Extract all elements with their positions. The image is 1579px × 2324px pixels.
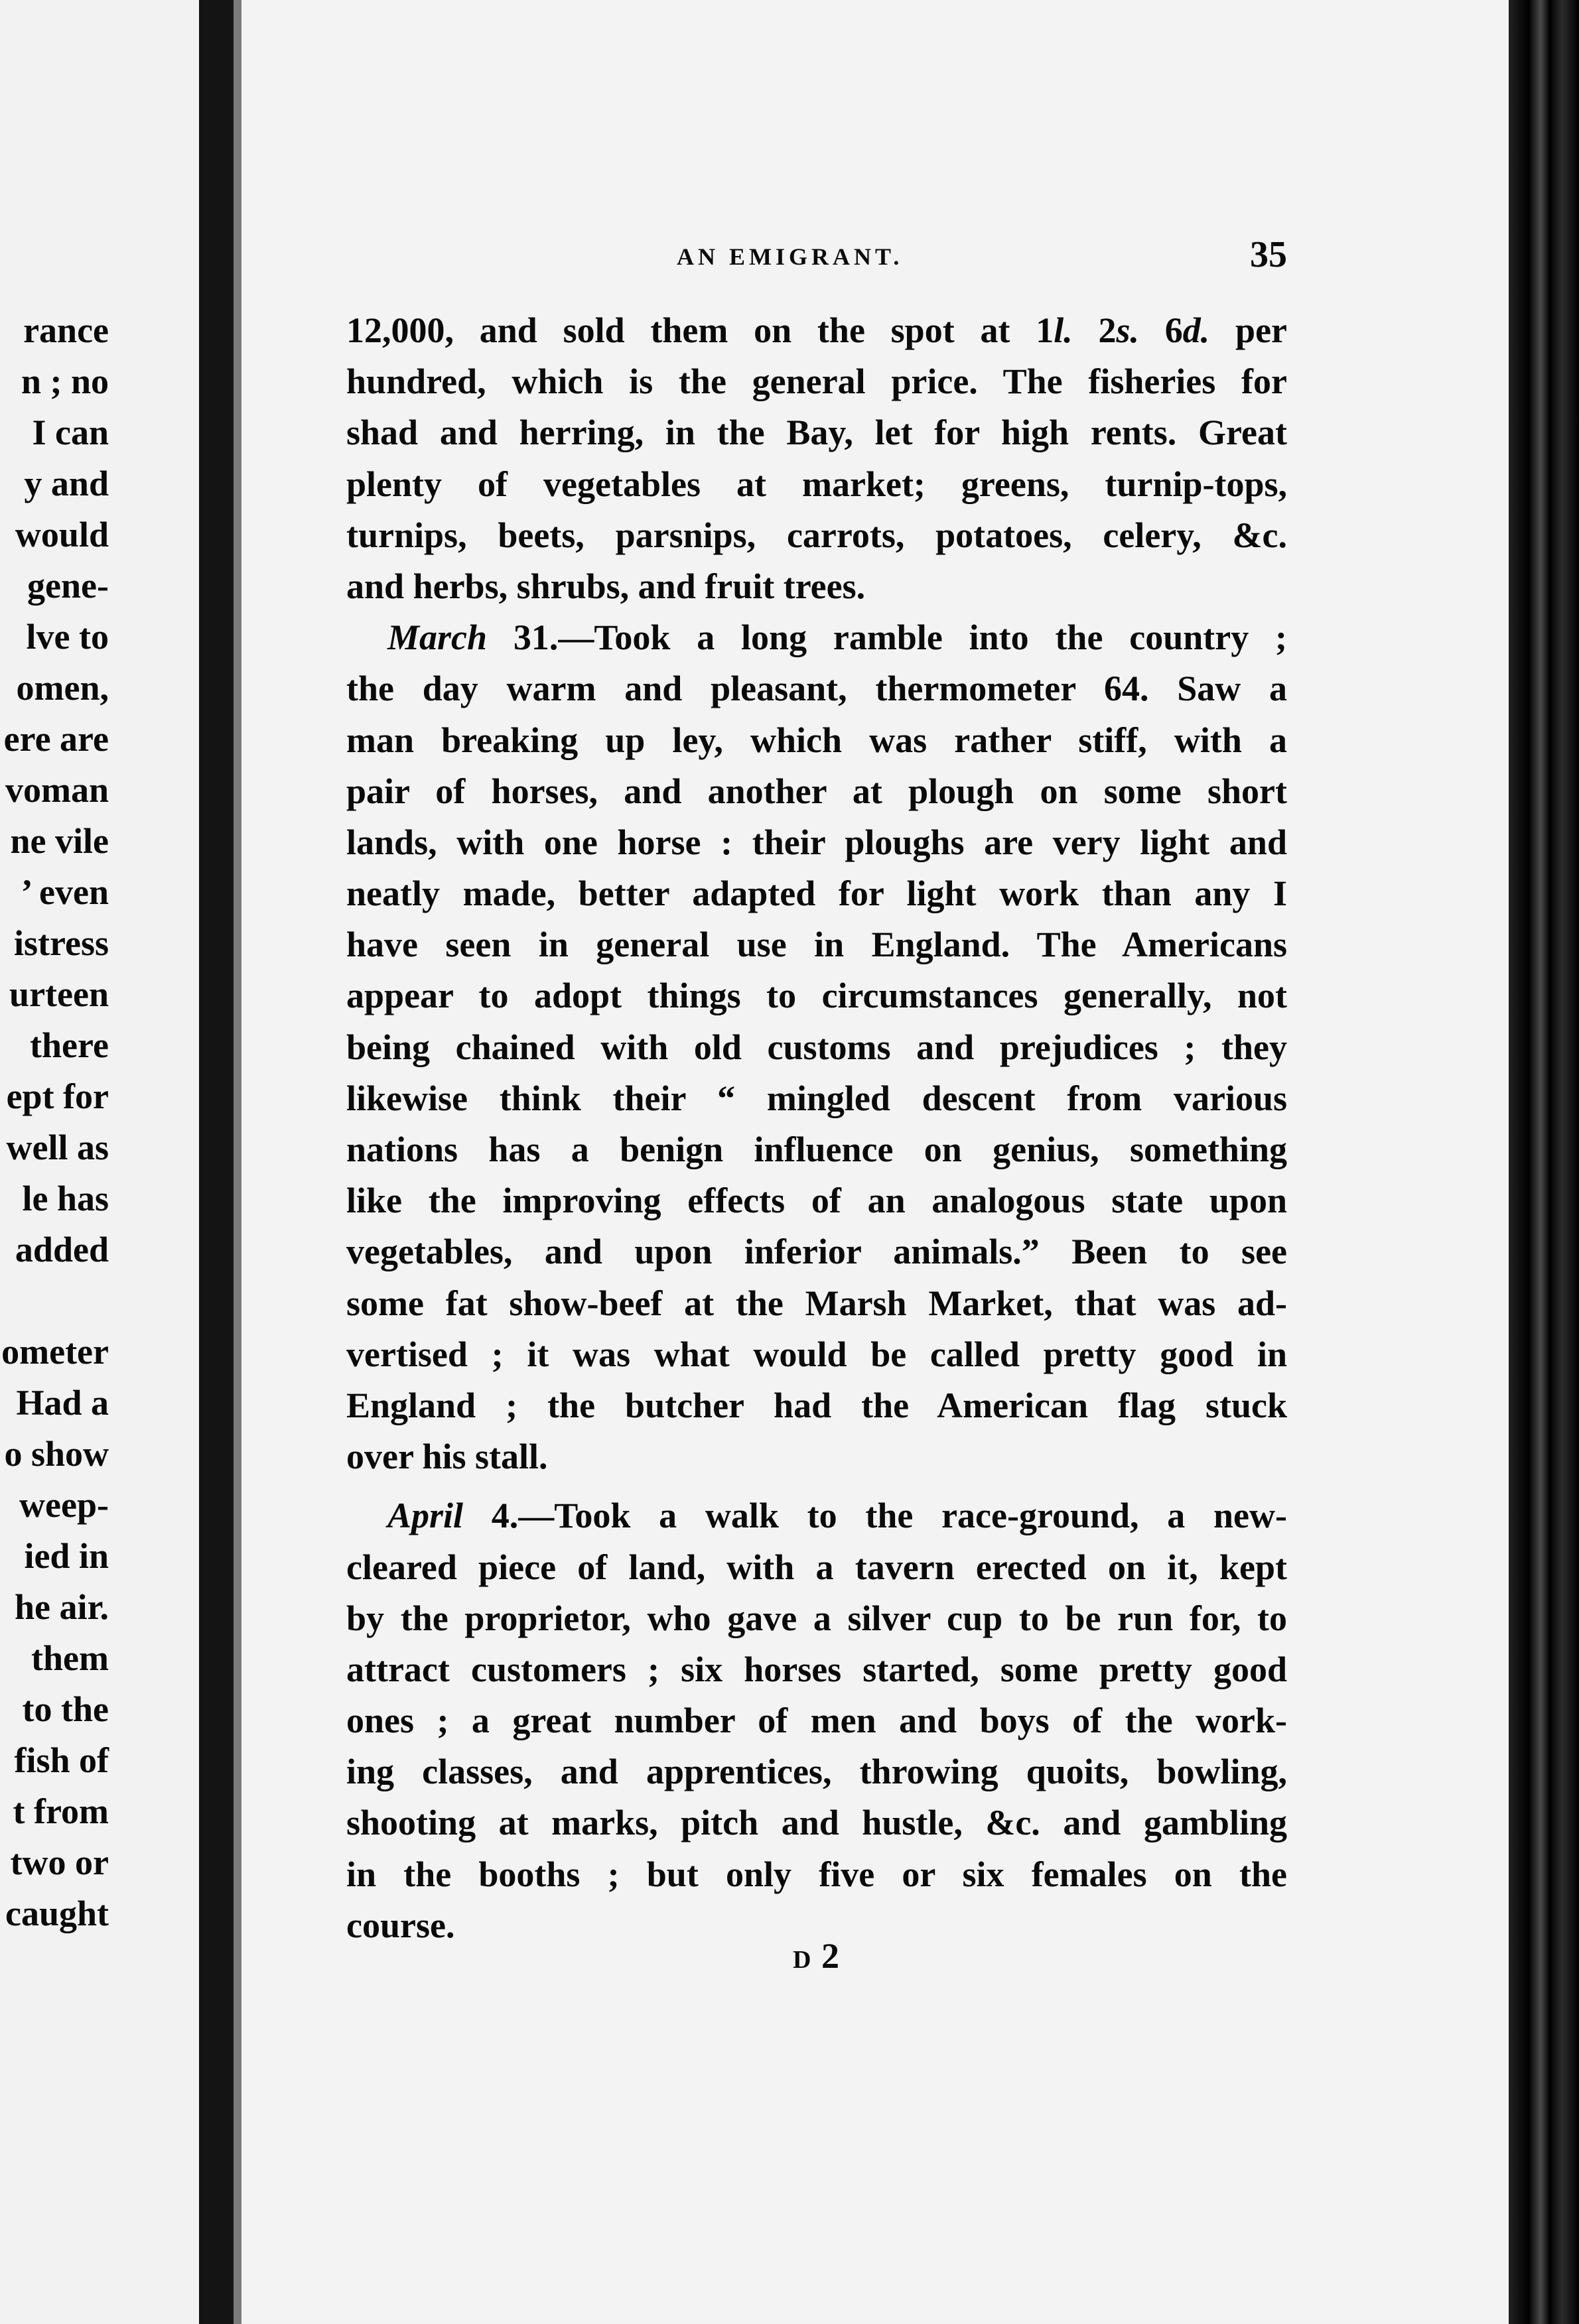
- text-line: [346, 1490, 1287, 1541]
- facing-page-line: lve to: [26, 617, 109, 657]
- text-line: pair of horses, and another at plough on some short: [346, 771, 1287, 811]
- text-line: attract customers ; six horses started, some pretty good: [346, 1649, 1287, 1689]
- text-line: some fat show-beef at the Marsh Market, that was ad-: [346, 1283, 1287, 1323]
- running-head: AN EMIGRANT.: [677, 243, 904, 270]
- facing-page-line: [1, 1275, 109, 1326]
- text-line: in the booths ; but only five or six females on the: [346, 1854, 1287, 1894]
- body-text: [346, 305, 1287, 1951]
- facing-page-line: would: [15, 515, 109, 554]
- text-line: nations has a benign influence on genius, something: [346, 1130, 1287, 1169]
- facing-page-line: ied in: [24, 1536, 109, 1576]
- facing-page-line: weep-: [19, 1485, 109, 1525]
- facing-page-line: urteen: [9, 974, 109, 1014]
- text-line: [346, 612, 1287, 663]
- text-run: 4.—Took a walk to the race-ground, a new-: [463, 1496, 1287, 1536]
- facing-page-line: Had a: [16, 1383, 109, 1423]
- text-line: vegetables, and upon inferior animals.” Been to see: [346, 1232, 1287, 1272]
- text-line: England ; the butcher had the American flag stuck: [346, 1385, 1287, 1425]
- facing-page-line: caught: [5, 1894, 109, 1933]
- text-line: shad and herring, in the Bay, let for high rents. Great: [346, 413, 1287, 453]
- printer-signature-mark: [793, 1935, 839, 1976]
- text-line: by the proprietor, who gave a silver cup to be run for, to: [346, 1598, 1287, 1638]
- facing-page-line: rance: [23, 310, 109, 350]
- facing-page-line: two or: [10, 1842, 109, 1882]
- italic-text: s.: [1116, 310, 1140, 350]
- facing-page-line: t from: [13, 1791, 109, 1831]
- text-line: plenty of vegetables at market; greens, turnip-tops,: [346, 464, 1287, 504]
- text-line: ing classes, and apprentices, throwing quoits, bowling,: [346, 1752, 1287, 1792]
- facing-page-line: fish of: [14, 1740, 109, 1780]
- text-line: cleared piece of land, with a tavern erected on it, kept: [346, 1547, 1287, 1587]
- facing-page-line: le has: [22, 1179, 109, 1218]
- facing-page-line: ept for: [6, 1076, 109, 1116]
- text-line: lands, with one horse : their ploughs are very light and: [346, 822, 1287, 862]
- text-line: hundred, which is the general price. The fisheries for: [346, 361, 1287, 402]
- text-line: vertised ; it was what would be called pretty good in: [346, 1334, 1287, 1374]
- text-line: man breaking up ley, which was rather stiff, with a: [346, 720, 1287, 760]
- facing-page-line: gene-: [27, 566, 109, 606]
- page-edge-shadow: [1509, 0, 1579, 2324]
- facing-page-line: added: [15, 1230, 109, 1269]
- text-line: appear to adopt things to circumstances generally, not: [346, 976, 1287, 1016]
- text-run: 2: [1072, 310, 1117, 350]
- text-line: [346, 305, 1287, 356]
- facing-page-line: ’ even: [21, 872, 109, 912]
- text-line: have seen in general use in England. The Americans: [346, 925, 1287, 965]
- facing-page-line: ometer: [1, 1332, 109, 1372]
- facing-page-line: well as: [6, 1128, 109, 1167]
- facing-page-line: I can: [32, 413, 109, 452]
- facing-page-line: ere are: [3, 719, 109, 759]
- facing-page-line: he air.: [14, 1587, 109, 1627]
- facing-page-line: ne vile: [10, 821, 109, 861]
- italic-text: March: [387, 617, 488, 658]
- text-line: turnips, beets, parsnips, carrots, potatoes, celery, &c.: [346, 515, 1287, 555]
- facing-page-line: istress: [14, 923, 109, 963]
- text-line: and herbs, shrubs, and fruit trees.: [346, 566, 866, 606]
- text-run: 12,000, and sold them on the spot at 1: [346, 310, 1054, 350]
- signature-letter: D: [793, 1946, 813, 1974]
- italic-text: d.: [1182, 310, 1210, 350]
- text-line: being chained with old customs and prejudices ; they: [346, 1027, 1287, 1067]
- italic-text: April: [387, 1496, 464, 1536]
- page-number: 35: [1250, 234, 1287, 275]
- facing-page-line: to the: [22, 1689, 109, 1729]
- text-line: course.: [346, 1905, 455, 1945]
- facing-page-line: y and: [24, 464, 109, 503]
- facing-page-line: voman: [5, 770, 109, 810]
- text-line: likewise think their “ mingled descent from various: [346, 1078, 1287, 1118]
- text-line: ones ; a great number of men and boys of the work-: [346, 1701, 1287, 1741]
- facing-page-line: n ; no: [21, 361, 109, 401]
- gutter-edge: [234, 0, 241, 2324]
- facing-page-line: there: [30, 1025, 109, 1065]
- text-run: 6: [1139, 310, 1183, 350]
- text-line: neatly made, better adapted for light work than any I: [346, 873, 1287, 914]
- page-header: [345, 234, 1287, 285]
- facing-page-line: o show: [4, 1434, 109, 1474]
- facing-page-line: them: [31, 1638, 109, 1678]
- text-run: per: [1209, 310, 1288, 350]
- text-line: the day warm and pleasant, thermometer 64. Saw a: [346, 669, 1287, 709]
- text-line: shooting at marks, pitch and hustle, &c. and gambling: [346, 1803, 1287, 1843]
- facing-page: [0, 0, 199, 2324]
- text-run: 31.—Took a long ramble into the country ;: [487, 617, 1287, 658]
- italic-text: l.: [1054, 310, 1073, 350]
- facing-page-text: [1, 305, 109, 1939]
- text-line: like the improving effects of an analogous state upon: [346, 1181, 1287, 1221]
- facing-page-line: omen,: [16, 668, 109, 708]
- book-gutter: [199, 0, 234, 2324]
- signature-number: 2: [821, 1936, 839, 1976]
- text-line: over his stall.: [346, 1437, 548, 1477]
